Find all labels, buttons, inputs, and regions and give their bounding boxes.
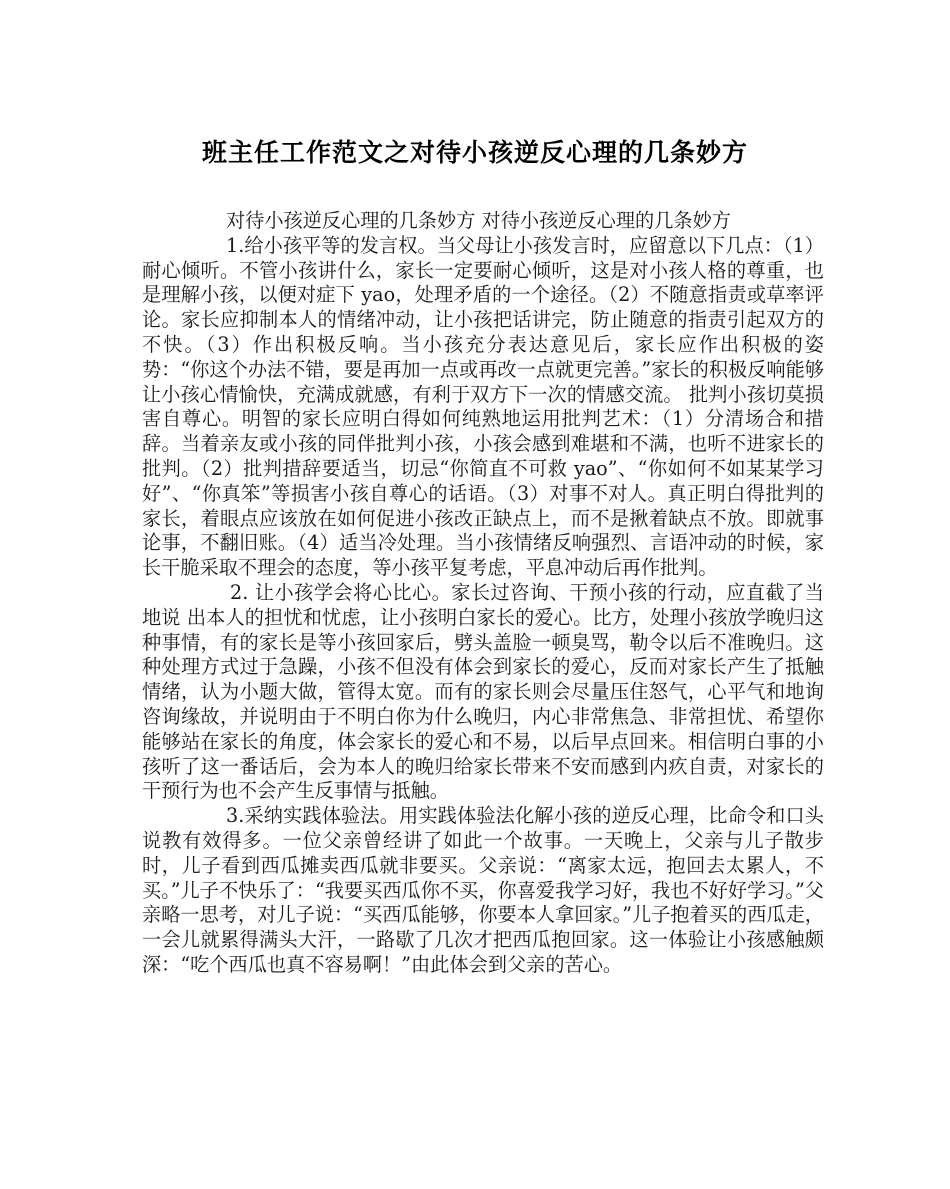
paragraph-heading: 对待小孩逆反心理的几条妙方 对待小孩逆反心理的几条妙方 — [226, 209, 731, 232]
document-title: 班主任工作范文之对待小孩逆反心理的几条妙方 — [201, 138, 748, 167]
paragraph-1: 1.给小孩平等的发言权。当父母让小孩发言时，应留意以下几点：（1）耐心倾听。不管小孩讲什么，家长一定要耐心倾听，这是对小孩人格的尊重，也是理解小孩，以便对症下 yao，处理矛盾的一个途径。（2）不随意指责或草率评论。家长应抑制本人的情绪冲动，让小孩把话讲完，防止随意的指责引起双方的不快。（3）作出积极反响。当小孩充分表达意见后，家长应作出积极的姿势：“你这个办法不错，要是再加一点或再改一点就更完善。”家长的积极反响能够让小孩心情愉快，充满成就感，有利于双方下一次的情感交流。 批判小孩切莫损害自尊心。明智的家长应明白得如何纯熟地运用批判艺术：（1）分清场合和措辞。当着亲友或小孩的同伴批判小孩，小孩会感到难堪和不满，也听不进家长的批判。（2）批判措辞要适当，切忌“你简直不可救 yao”、“你如何不如某某学习好”、“你真笨”等损害小孩自尊心的话语。（3）对事不对人。真正明白得批判的家长，着眼点应该放在如何促进小孩改正缺点上，而不是揪着缺点不放。即就事论事，不翻旧账。（4）适当冷处理。当小孩情绪反响强烈、言语冲动的时候，家长干脆采取不理会的态度，等小孩平复考虑，平息冲动后再作批判。 — [142, 233, 824, 580]
paragraph-3: 3.采纳实践体验法。用实践体验法化解小孩的逆反心理，比命令和口头说教有效得多。一位父亲曾经讲了如此一个故事。一天晚上，父亲与儿子散步时，儿子看到西瓜摊卖西瓜就非要买。父亲说：“离家太远，抱回去太累人，不买。”儿子不快乐了：“我要买西瓜你不买，你喜爱我学习好，我也不好好学习。”父亲略一思考，对儿子说：“买西瓜能够，你要本人拿回家。”儿子抱着买的西瓜走，一会儿就累得满头大汗，一路歇了几次才把西瓜抱回家。这一体验让小孩感触颇深：“吃个西瓜也真不容易啊！”由此体会到父亲的苦心。 — [142, 804, 824, 976]
document-body — [142, 209, 824, 978]
paragraph-2: 2. 让小孩学会将心比心。家长过咨询、干预小孩的行动，应直截了当地说 出本人的担忧和忧虑，让小孩明白家长的爱心。比方，处理小孩放学晚归这种事情，有的家长是等小孩回家后，劈头盖脸一顿臭骂，勒令以后不准晚归。这种处理方式过于急躁，小孩不但没有体会到家长的爱心，反而对家长产生了抵触情绪，认为小题大做，管得太宽。而有的家长则会尽量压住怒气，心平气和地询咨询缘故，并说明由于不明白你为什么晚归，内心非常焦急、非常担忧、希望你能够站在家长的角度，体会家长的爱心和不易，以后早点回来。相信明白事的小孩听了这一番话后，会为本人的晚归给家长带来不安而感到内疚自责，对家长的干预行为也不会产生反事情与抵触。 — [142, 580, 824, 803]
